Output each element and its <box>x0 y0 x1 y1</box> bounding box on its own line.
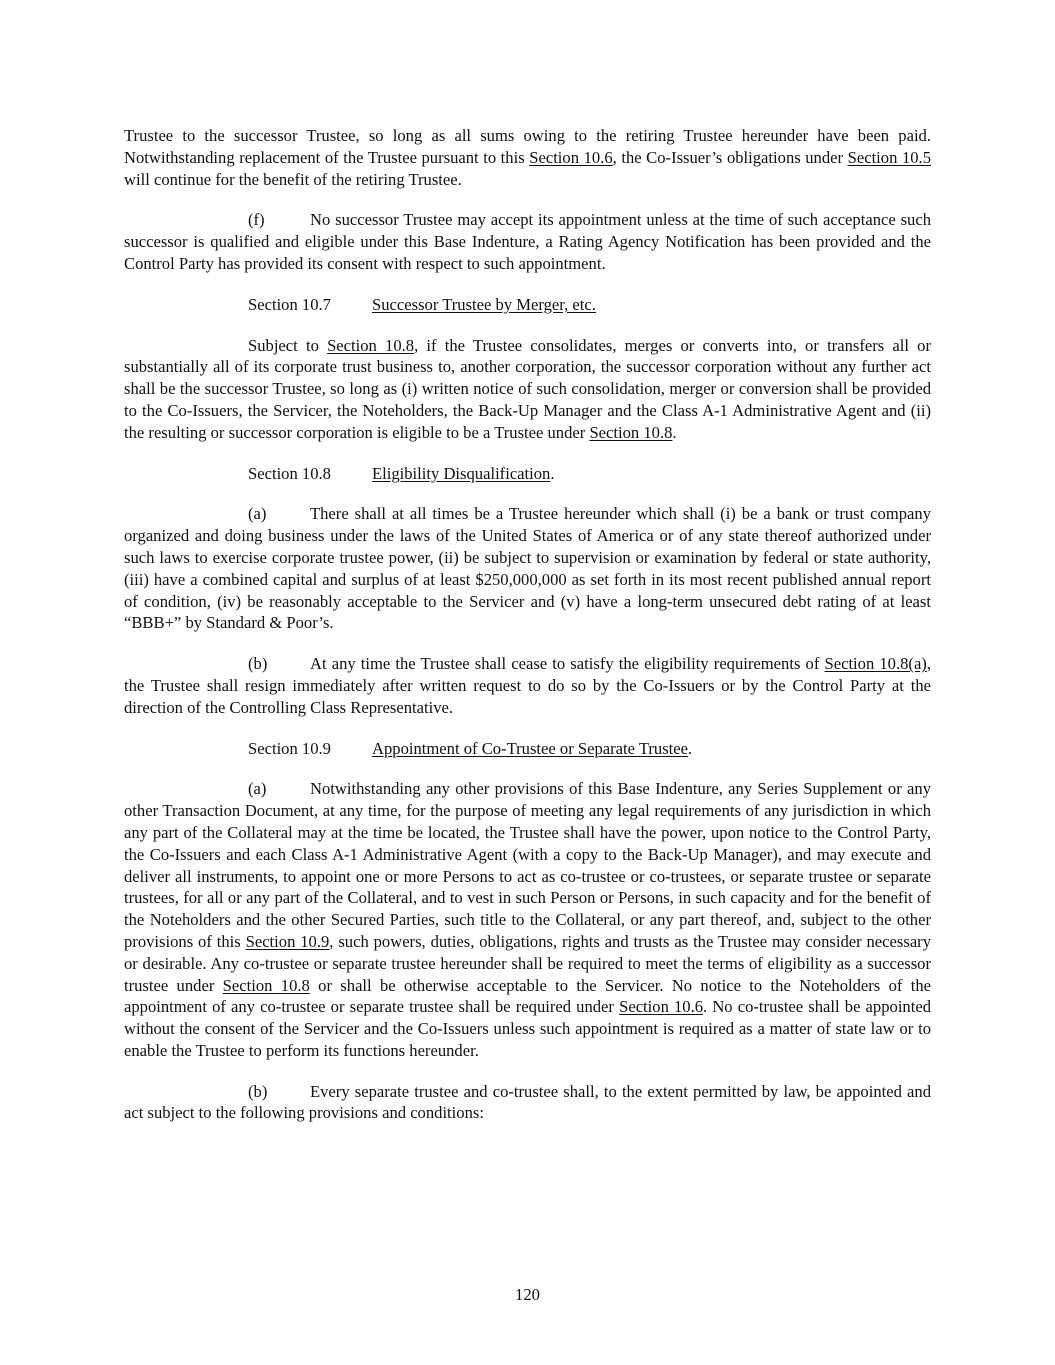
paragraph-merger: Subject to Section 10.8, if the Trustee consolidates, merges or converts into, or transfers all or substantially all of its corporate trust business to, another corporation, the successor corporation without any further act shall be the successor Trustee, so long as (i) written notice of such consolidation, merger or conversion shall be provided to the Co-Issuers, the Servicer, the Noteholders, the Back-Up Manager and the Class A-1 Administrative Agent and (ii) the resulting or successor corporation is eligible to be a Trustee under Section 10.8. <box>124 335 931 442</box>
section-heading-10-9: Section 10.9 Appointment of Co-Trustee or Separate Trustee. <box>248 738 693 758</box>
section-number: Section 10.7 <box>248 294 331 314</box>
section-heading-10-8: Section 10.8 Eligibility Disqualification. <box>248 463 555 483</box>
clause-label: (b) <box>248 1081 268 1101</box>
section-heading-10-7 <box>124 294 931 316</box>
clause-10-9-a: (a) Notwithstanding any other provisions of this Base Indenture, any Series Supplement or any other Transaction Document, at any time, for the purpose of meeting any legal requirements of any jurisdiction in which any part of the Collateral may at the time be located, the Trustee shall have the power, upon notice to the Control Party, the Co-Issuers and each Class A-1 Administrative Agent (with a copy to the Back-Up Manager), and may execute and deliver all instruments, to appoint one or more Persons to act as co-trustee or co-trustees, or separate trustee or separate trustees, for all or any part of the Collateral, and to vest in such Person or Persons, in such capacity and for the benefit of the Noteholders and the other Secured Parties, such title to the Collateral, or any part thereof, and, subject to the other provisions of this Section 10.9, such powers, duties, obligations, rights and trusts as the Trustee may consider necessary or desirable. Any co-trustee or separate trustee hereunder shall be required to meet the terms of eligibility as a successor trustee under Section 10.8 or shall be otherwise acceptable to the Servicer. No notice to the Noteholders of the appointment of any co-trustee or separate trustee shall be required under Section 10.6. No co-trustee shall be appointed without the consent of the Servicer and the Co-Issuers unless such appointment is required as a matter of state law or to enable the Trustee to perform its functions hereunder. <box>124 779 932 1060</box>
clause-10-9-b: (b) Every separate trustee and co-trustee shall, to the extent permitted by law, be appointed and act subject to the following provisions and conditions: <box>124 1081 931 1123</box>
clause-label: (a) <box>248 779 267 799</box>
section-reference: Section 10.8(a) <box>824 654 927 674</box>
clause-10-8-a: (a) There shall at all times be a Trustee hereunder which shall (i) be a bank or trust company organized and doing business under the laws of the United States of America or of any state thereof authorized under such laws to exercise corporate trustee power, (ii) be subject to supervision or examination by federal or state authority, (iii) have a combined capital and surplus of at least $250,000,000 as set forth in its most recent published annual report of condition, (iv) be reasonably acceptable to the Servicer and (v) have a long-term unsecured debt rating of at least “BBB+” by Standard & Poor’s. <box>124 504 931 633</box>
clause-label: (a) <box>248 504 267 524</box>
section-reference: Section 10.9 <box>245 931 330 951</box>
clause-10-8-b: (b) At any time the Trustee shall cease to satisfy the eligibility requirements of Section 10.8(a), the Trustee shall resign immediately after written request to do so by the Co-Issuers or by the Control Party at the direction of the Controlling Class Representative. <box>124 654 931 717</box>
clause-label: (f) <box>248 210 265 230</box>
clause-label: (b) <box>248 654 268 674</box>
document-body <box>124 125 931 1124</box>
section-reference: Section 10.6 <box>619 997 704 1017</box>
page-number: 120 <box>515 1285 540 1304</box>
paragraph-trustee-transfer: Trustee to the successor Trustee, so long as all sums owing to the retiring Trustee hereunder have been paid. Notwithstanding replacement of the Trustee pursuant to this Section 10.6, the Co-Issuer’s obligations under Section 10.5 will continue for the benefit of the retiring Trustee. <box>124 126 931 189</box>
clause-f: (f) No successor Trustee may accept its appointment unless at the time of such acceptance such successor is qualified and eligible under this Base Indenture, a Rating Agency Notification has been provided and the Control Party has provided its consent with respect to such appointment. <box>124 210 931 273</box>
section-reference: Section 10.5 <box>847 147 931 167</box>
section-reference: Section 10.8 <box>327 335 415 355</box>
section-number: Section 10.9 <box>248 738 331 758</box>
section-title: Appointment of Co-Trustee or Separate Trustee <box>372 738 689 758</box>
section-reference: Section 10.8 <box>589 422 673 442</box>
section-title: Eligibility Disqualification <box>372 463 551 483</box>
section-reference: Section 10.6 <box>529 147 613 167</box>
section-number: Section 10.8 <box>248 463 331 483</box>
section-reference: Section 10.8 <box>222 975 310 995</box>
section-title: Successor Trustee by Merger, etc. <box>372 294 596 314</box>
